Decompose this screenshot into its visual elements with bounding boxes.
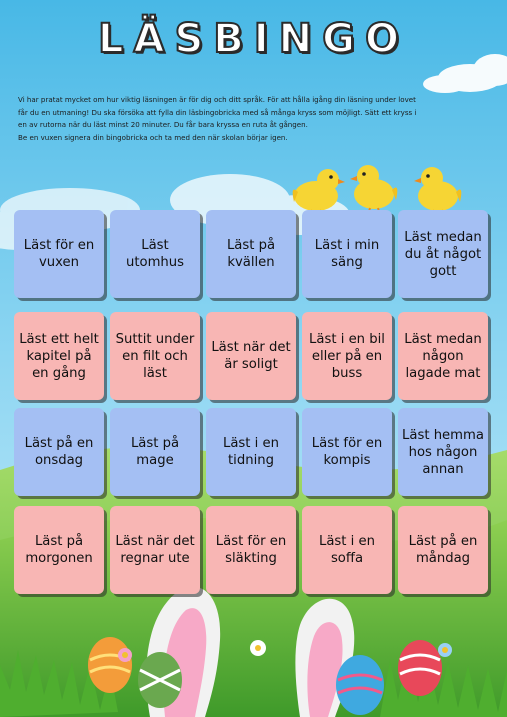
bingo-cell-label: Läst ett helt kapitel på en gång — [19, 331, 99, 381]
bingo-cell[interactable] — [206, 210, 296, 298]
bingo-cell[interactable] — [302, 210, 392, 298]
bingo-cell[interactable] — [398, 506, 488, 594]
bingo-cell-label: Läst i min säng — [314, 238, 380, 270]
bingo-cell[interactable] — [206, 506, 296, 594]
intro-line: Be en vuxen signera din bingobricka och ta med den när skolan börjar igen. — [18, 132, 288, 142]
bingo-cell-label: Läst på kvällen — [226, 238, 276, 270]
intro-text — [18, 94, 494, 144]
bingo-cell-label: Läst i en soffa — [319, 534, 375, 566]
bingo-cell[interactable] — [398, 408, 488, 496]
bingo-cell[interactable] — [302, 312, 392, 400]
bingo-cell-label: Läst för en kompis — [311, 436, 383, 468]
bingo-cell[interactable] — [14, 408, 104, 496]
bingo-cell[interactable] — [398, 312, 488, 400]
bingo-cell[interactable] — [14, 312, 104, 400]
bingo-cell-label: Läst när det regnar ute — [115, 534, 195, 566]
bingo-cell[interactable] — [110, 408, 200, 496]
bingo-cell-label: Läst för en vuxen — [23, 238, 95, 270]
bingo-cell[interactable] — [110, 506, 200, 594]
bingo-cell-label: Läst medan någon lagade mat — [404, 331, 482, 381]
bingo-cell[interactable] — [110, 312, 200, 400]
intro-line: får du en utmaning! Du ska försöka att fylla din läsbingobricka med så många kryss som möjligt. Sätt ett kryss i — [18, 107, 417, 117]
bingo-cell[interactable] — [206, 408, 296, 496]
bingo-cell-label: Läst på en måndag — [408, 534, 478, 566]
bingo-cell-label: Läst på mage — [130, 436, 180, 468]
bingo-cell[interactable] — [110, 210, 200, 298]
intro-line: en av rutorna när du läst minst 20 minuter. Du får bara kryssa en ruta åt gången. — [18, 120, 308, 130]
bingo-cell[interactable] — [14, 210, 104, 298]
bingo-cell-label: Läst i en bil eller på en buss — [309, 331, 385, 381]
bingo-cell-label: Läst på en onsdag — [24, 436, 94, 468]
chick-illustration — [346, 160, 402, 216]
bingo-cell-label: Läst när det är soligt — [211, 340, 291, 372]
bingo-cell[interactable] — [302, 506, 392, 594]
bingo-cell[interactable] — [206, 312, 296, 400]
bingo-cell[interactable] — [14, 506, 104, 594]
bingo-cell-label: Läst utomhus — [125, 238, 185, 270]
bingo-cell[interactable] — [398, 210, 488, 298]
bingo-cell[interactable] — [302, 408, 392, 496]
bingo-cell-label: Läst hemma hos någon annan — [402, 427, 484, 477]
bingo-cell-label: Läst i en tidning — [223, 436, 279, 468]
intro-line: Vi har pratat mycket om hur viktig läsningen är för dig och ditt språk. För att hålla igång din läsning under lovet — [18, 95, 416, 104]
bingo-cell-label: Suttit under en filt och läst — [115, 331, 195, 381]
page-title: LÄSBINGO — [98, 16, 409, 62]
bingo-cell-label: Läst på morgonen — [25, 534, 93, 566]
bingo-cell-label: Läst för en släkting — [215, 534, 287, 566]
bingo-cell-label: Läst medan du åt något gott — [404, 229, 482, 279]
